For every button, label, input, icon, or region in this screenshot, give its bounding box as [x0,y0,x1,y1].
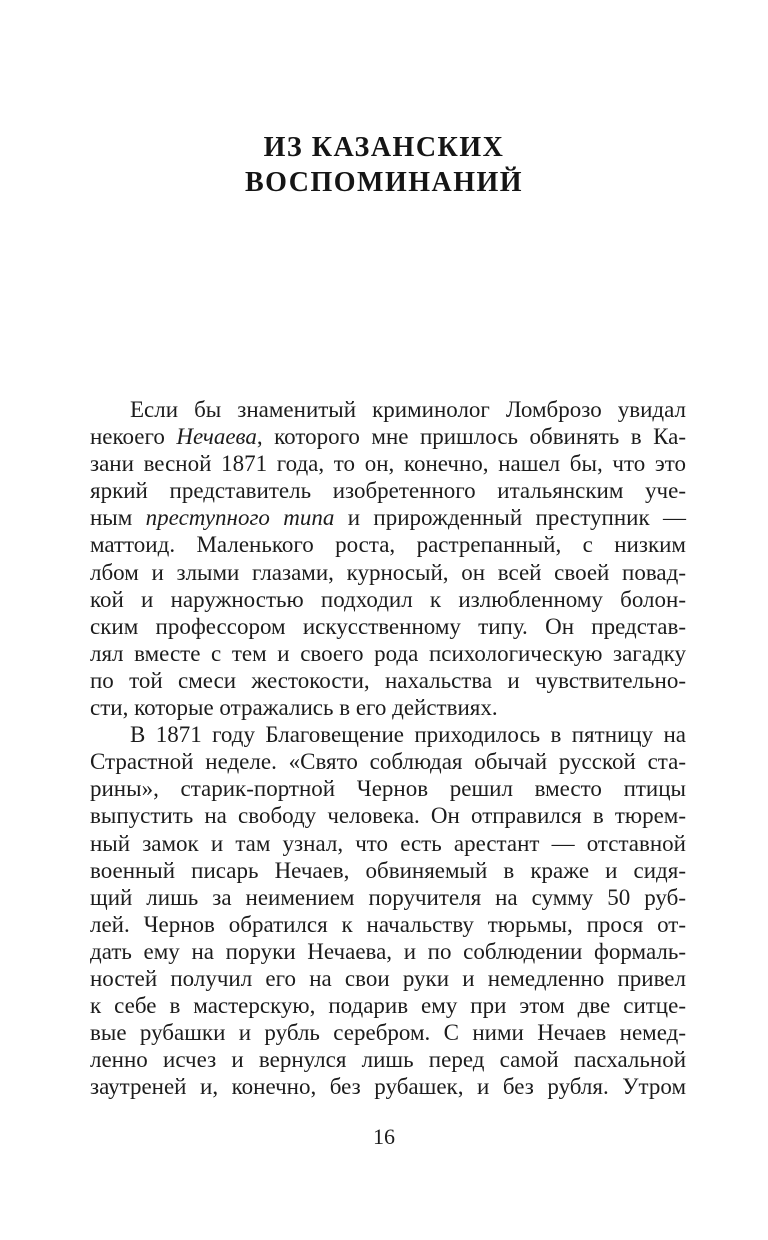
chapter-title [0,130,768,200]
body-line [90,504,686,531]
body-text-segment: военный писарь Нечаев, обвиняемый в краже и сидя- [90,857,686,883]
body-line [90,1046,686,1073]
body-text-segment: , которого мне пришлось обвинять в Ка- [256,424,687,450]
body-line [90,396,686,423]
body-line [90,938,686,965]
body-line [90,857,686,884]
body-line [90,450,686,477]
body-text-segment: ленно исчез и вернулся лишь перед самой пасхальной [90,1047,686,1073]
body-text-segment: маттоид. Маленького роста, растрепанный, с низким [90,532,686,558]
chapter-title-line-2: ВОСПОМИНАНИЙ [244,167,524,198]
body-text-segment: яркий представитель изобретенного итальянским уче- [90,478,686,504]
body-text-segment: рины», старик-портной Чернов решил вместо птицы [90,776,686,802]
body-line [90,586,686,613]
body-line [90,992,686,1019]
body-line [90,748,686,775]
body-text-segment: ным [90,505,146,531]
body-line [90,802,686,829]
body-text-segment: ским профессором искусственному типу. Он представ- [90,613,686,639]
body-line [90,477,686,504]
body-text-italic-segment: преступного типа [145,505,335,531]
body-text-segment: некоего [90,424,177,450]
body-text [90,396,686,1100]
body-text-segment: лей. Чернов обратился к начальству тюрьмы, прося от- [90,911,686,937]
body-line [90,423,686,450]
body-text-segment: заутреней и, конечно, без рубашек, и без рубля. Утром [90,1074,686,1100]
body-text-segment: Если бы знаменитый криминолог Ломброзо увидал [130,397,686,422]
chapter-title-line-1: ИЗ КАЗАНСКИХ [263,132,505,163]
body-text-segment: лял вместе с тем и своего рода психологическую загадку [90,640,686,666]
body-text-segment: и прирожденный преступник — [334,505,686,531]
body-text-segment: вые рубашки и рубль серебром. С ними Нечаев немед- [90,1020,686,1046]
body-text-segment: ный замок и там узнал, что есть арестант — отставной [90,830,686,856]
body-line [90,911,686,938]
page-number: 16 [373,1124,395,1149]
body-text-segment: В 1871 году Благовещение приходилось в пятницу на [130,722,686,748]
body-text-segment: выпустить на свободу человека. Он отправился в тюрем- [90,803,686,829]
body-line [90,775,686,802]
body-text-italic-segment: Нечаева [176,424,257,450]
body-line [90,1019,686,1046]
body-line [90,721,686,748]
body-line [90,1073,686,1100]
body-text-segment: по той смеси жестокости, нахальства и чувствительно- [90,667,686,693]
body-text-segment: к себе в мастерскую, подарив ему при этом две ситце- [90,993,686,1019]
body-line [90,694,686,721]
body-line [90,884,686,911]
body-line [90,531,686,558]
body-text-segment: кой и наружностью подходил к излюбленному болон- [90,586,686,612]
body-line [90,640,686,667]
body-text-segment: зани весной 1871 года, то он, конечно, нашел бы, что это [90,451,686,477]
body-text-segment: ностей получил его на свои руки и немедленно привел [90,965,686,991]
body-text-segment: лбом и злыми глазами, курносый, он всей своей повад- [90,559,686,585]
body-line [90,613,686,640]
body-text-segment: Страстной неделе. «Свято соблюдая обычай русской ста- [90,749,686,775]
body-line [90,667,686,694]
body-line [90,830,686,857]
body-text-segment: сти, которые отражались в его действиях. [90,695,498,721]
body-text-segment: дать ему на поруки Нечаева, и по соблюдении формаль- [90,938,686,964]
body-line [90,965,686,992]
body-line [90,559,686,586]
body-text-segment: щий лишь за неимением поручителя на сумму 50 руб- [90,884,686,910]
